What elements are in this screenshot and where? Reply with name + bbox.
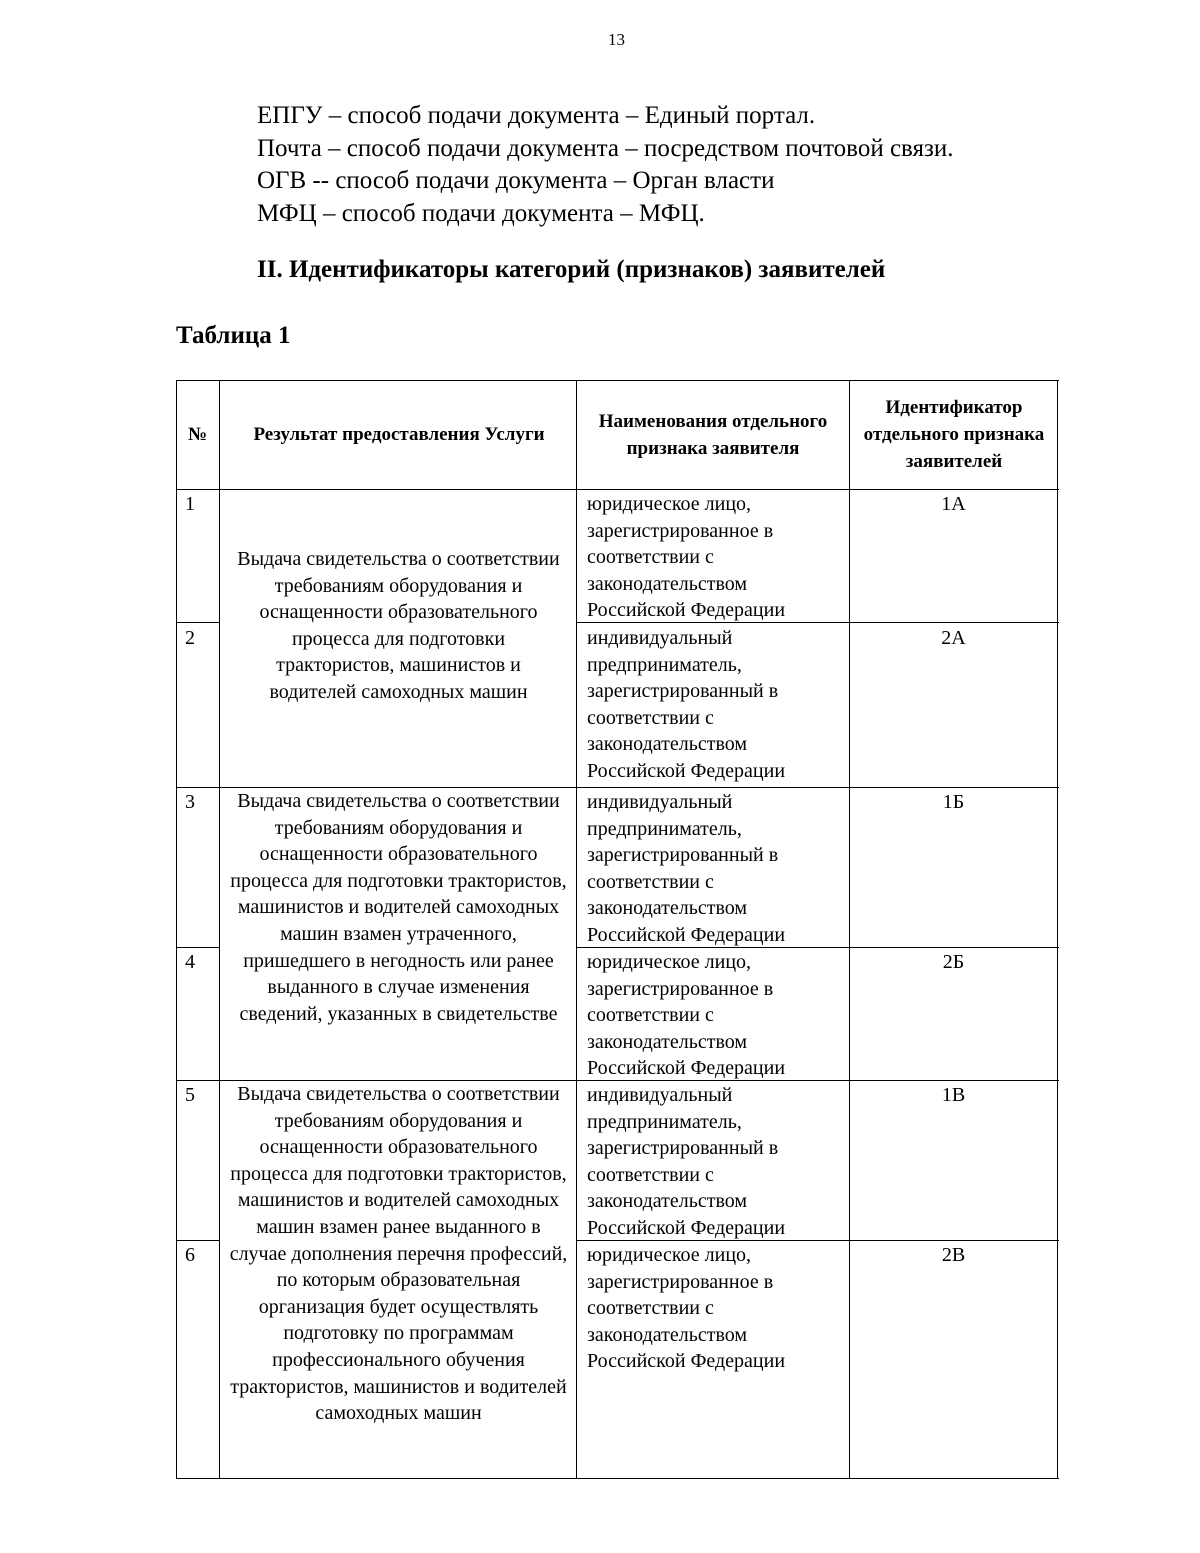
legend-line-mfc: МФЦ – способ подачи документа – МФЦ. (257, 199, 705, 227)
legend-line-epgu: ЕПГУ – способ подачи документа – Единый портал. (257, 102, 816, 129)
header-applicant-name: Наименования отдельного признака заявителя (598, 410, 828, 459)
applicant-type-cell: индивидуальный предприниматель, зарегистрированный в соответствии с законодательством Российской Федерации (587, 1084, 786, 1239)
identifier-cell: 1В (941, 1084, 966, 1106)
table-rule (176, 489, 1059, 490)
section-title: II. Идентификаторы категорий (признаков) заявителей (257, 256, 886, 283)
result-cell-group-3: Выдача свидетельства о соответствии требованиям оборудования и оснащенности образовательного процесса для подготовки трактористов, машинистов и водителей самоходных машин взамен ранее выданного в случае дополнения перечня профессий, по которым образовательная организация будет осуществлять подготовку по программам профессионального обучения трактористов, машинистов и водителей самоходных машин (229, 1083, 568, 1425)
applicant-type-cell: юридическое лицо, зарегистрированное в соответствии с законодательством Российской Федерации (587, 951, 786, 1080)
applicant-type-cell: юридическое лицо, зарегистрированное в соответствии с законодательством Российской Федерации (587, 493, 786, 622)
result-cell-group-1: Выдача свидетельства о соответствии требованиям оборудования и оснащенности образовательного процесса для подготовки трактористов, машинистов и водителей самоходных машин (237, 548, 560, 703)
table-rule (176, 380, 177, 1479)
header-number: № (187, 424, 208, 445)
table-rule (176, 1478, 1059, 1479)
header-identifier: Идентификатор отдельного признака заявителей (863, 397, 1045, 472)
row-number: 6 (185, 1244, 195, 1266)
row-number: 3 (185, 791, 195, 813)
table-rule (576, 380, 577, 1479)
row-number: 1 (185, 493, 195, 515)
applicant-categories-table (176, 380, 1059, 1479)
applicant-type-cell: индивидуальный предприниматель, зарегистрированный в соответствии с законодательством Российской Федерации (587, 791, 786, 946)
applicant-type-cell: индивидуальный предприниматель, зарегистрированный в соответствии с законодательством Российской Федерации (587, 627, 786, 782)
row-number: 5 (185, 1084, 195, 1106)
legend-line-ogv: ОГВ -- способ подачи документа – Орган власти (257, 167, 775, 194)
table-caption: Таблица 1 (176, 322, 291, 349)
header-result: Результат предоставления Услуги (253, 424, 545, 445)
applicant-type-cell: юридическое лицо, зарегистрированное в соответствии с законодательством Российской Федерации (587, 1244, 786, 1373)
legend-line-mail: Почта – способ подачи документа – посредством почтовой связи. (257, 134, 954, 162)
identifier-cell: 2Б (942, 951, 965, 973)
identifier-cell: 2А (941, 627, 966, 649)
table-rule (176, 622, 219, 623)
table-rule (176, 1240, 219, 1241)
table-rule (1057, 380, 1058, 1479)
result-cell-group-2: Выдача свидетельства о соответствии требованиям оборудования и оснащенности образовательного процесса для подготовки трактористов, машинистов и водителей самоходных машин взамен утраченного, пришедшего в негодность или ранее выданного в случае изменения сведений, указанных в свидетельстве (230, 790, 567, 1025)
page-number: 13 (608, 30, 625, 49)
identifier-cell: 1А (941, 493, 966, 515)
row-number: 2 (185, 627, 195, 649)
table-rule (176, 947, 219, 948)
table-rule (219, 380, 220, 1479)
row-number: 4 (185, 951, 195, 973)
table-rule (849, 380, 850, 1479)
identifier-cell: 1Б (942, 791, 965, 813)
identifier-cell: 2В (941, 1244, 966, 1266)
submission-methods-legend (257, 100, 954, 230)
